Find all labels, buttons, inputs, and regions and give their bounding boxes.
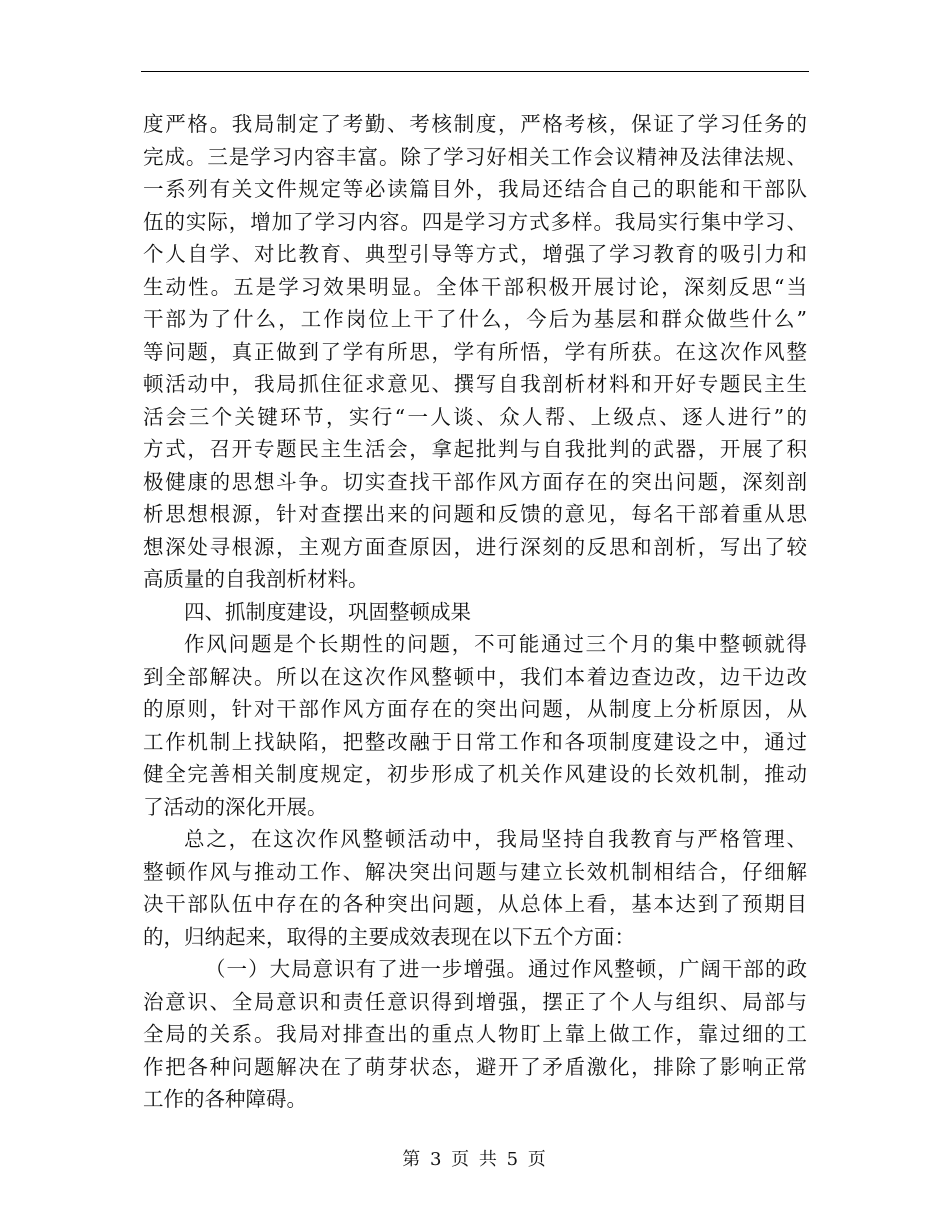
body-line: 方式，召开专题民主生活会，拿起批判与自我批判的武器，开展了积	[143, 437, 807, 461]
body-line: 高质量的自我剖析材料。	[143, 567, 369, 591]
body-line: 等问题，真正做到了学有所思，学有所悟，学有所获。在这次作风整	[143, 339, 807, 364]
body-line: 生动性。五是学习效果明显。全体干部积极开展讨论，深刻反思“当	[143, 274, 807, 299]
body-line: 个人自学、对比教育、典型引导等方式，增强了学习教育的吸引力和	[143, 242, 807, 266]
body-line: 度严格。我局制定了考勤、考核制度，严格考核，保证了学习任务的	[143, 112, 807, 136]
body-line: 干部为了什么，工作岗位上干了什么，今后为基层和群众做些什么”	[143, 307, 807, 331]
document-body	[143, 108, 807, 1116]
body-line: 健全完善相关制度规定，初步形成了机关作风建设的长效机制，推动	[143, 762, 807, 786]
body-line: 整顿作风与推动工作、解决突出问题与建立长效机制相结合，仔细解	[143, 859, 807, 884]
body-line: （一）大局意识有了进一步增强。通过作风整顿，广阔干部的政	[205, 957, 807, 981]
body-line: 完成。三是学习内容丰富。除了学习好相关工作会议精神及法律法规、	[143, 144, 807, 169]
body-line: 想深处寻根源，主观方面查原因，进行深刻的反思和剖析，写出了较	[143, 534, 807, 559]
header-rule	[141, 71, 809, 72]
body-line: 工作机制上找缺陷，把整改融于日常工作和各项制度建设之中，通过	[143, 729, 807, 754]
body-line: 的原则，针对干部作风方面存在的突出问题，从制度上分析原因，从	[143, 697, 807, 721]
body-line: 伍的实际，增加了学习内容。四是学习方式多样。我局实行集中学习、	[143, 209, 807, 234]
body-line: 活会三个关键环节，实行“一人谈、众人帮、上级点、逐人进行”的	[143, 404, 807, 429]
body-line: 工作的各种障碍。	[143, 1087, 307, 1111]
body-line: 的，归纳起来，取得的主要成效表现在以下五个方面：	[143, 924, 635, 949]
body-line: 析思想根源，针对查摆出来的问题和反馈的意见，每名干部着重从思	[143, 502, 807, 526]
page-number: 第 3 页 共 5 页	[402, 1149, 548, 1170]
body-line: 总之，在这次作风整顿活动中，我局坚持自我教育与严格管理、	[184, 827, 807, 851]
body-line: 到全部解决。所以在这次作风整顿中，我们本着边查边改，边干边改	[143, 664, 807, 689]
body-line: 极健康的思想斗争。切实查找干部作风方面存在的突出问题，深刻剖	[143, 469, 807, 494]
body-line: 作风问题是个长期性的问题，不可能通过三个月的集中整顿就得	[184, 632, 807, 656]
body-line: 顿活动中，我局抓住征求意见、撰写自我剖析材料和开好专题民主生	[143, 372, 807, 396]
body-line: 一系列有关文件规定等必读篇目外，我局还结合自己的职能和干部队	[143, 177, 807, 201]
body-line: 作把各种问题解决在了萌芽状态，避开了矛盾激化，排除了影响正常	[143, 1054, 807, 1079]
body-line: 决干部队伍中存在的各种突出问题，从总体上看，基本达到了预期目	[143, 892, 807, 916]
body-line: 了活动的深化开展。	[143, 794, 328, 819]
section-heading: 四、抓制度建设，巩固整顿成果	[184, 599, 471, 624]
body-line: 治意识、全局意识和责任意识得到增强，摆正了个人与组织、局部与	[143, 989, 807, 1014]
body-line: 全局的关系。我局对排查出的重点人物盯上靠上做工作，靠过细的工	[143, 1022, 807, 1046]
